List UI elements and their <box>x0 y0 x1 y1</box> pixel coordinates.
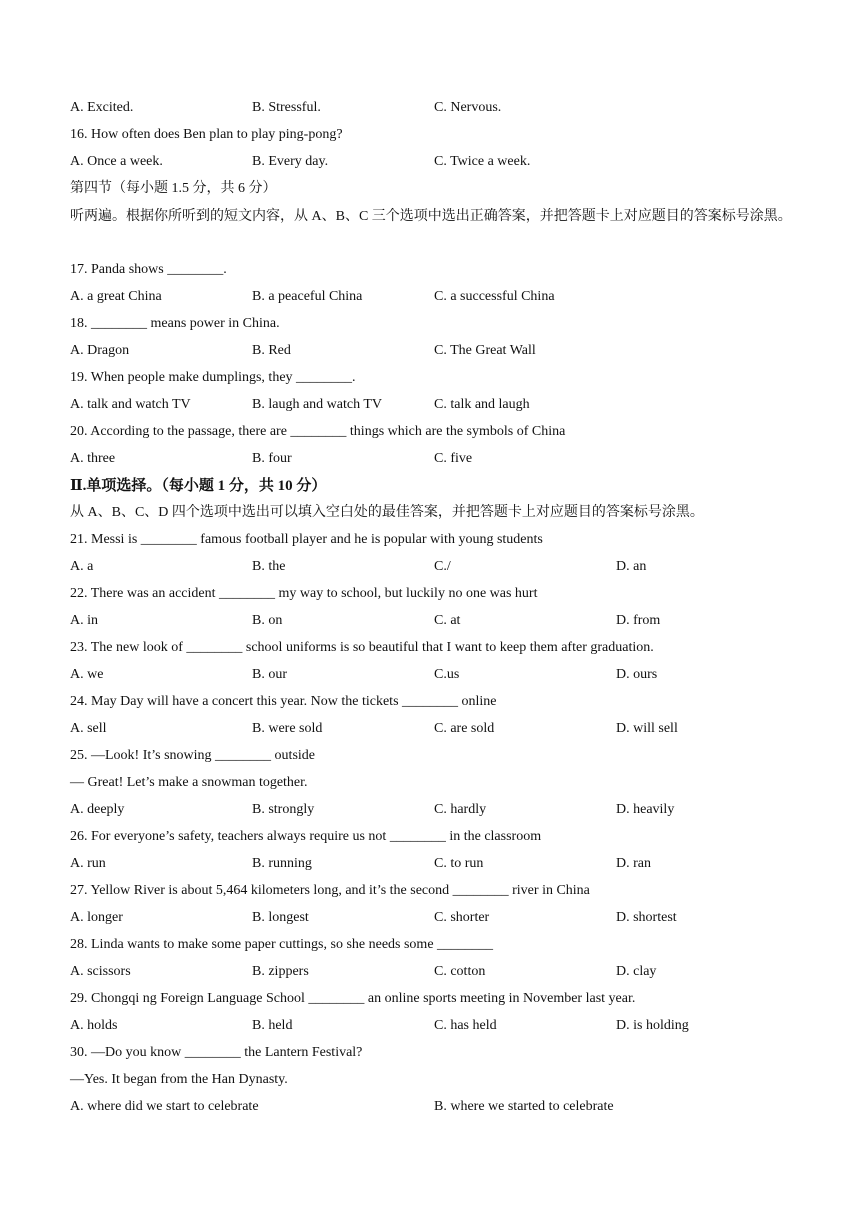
question-text: 23. The new look of ________ school uniforms is so beautiful that I want to keep them after graduation. <box>70 640 654 655</box>
question-text: 19. When people make dumplings, they ________. <box>70 370 356 385</box>
section-instruction: 第四节（每小题 1.5 分，共 6 分） <box>70 181 277 196</box>
option-b: B. four <box>252 451 292 466</box>
dialogue-line: — Great! Let’s make a snowman together. <box>70 775 308 790</box>
option-c: C. shorter <box>434 910 490 925</box>
answer-options <box>70 801 795 819</box>
answer-options <box>70 1098 795 1116</box>
option-c: C./ <box>434 559 451 574</box>
answer-options <box>70 963 795 981</box>
question-text: 18. ________ means power in China. <box>70 316 280 331</box>
answer-options <box>70 153 795 171</box>
answer-options <box>70 1017 795 1035</box>
option-d: D. shortest <box>616 910 677 925</box>
option-c: C. a successful China <box>434 289 555 304</box>
option-b: B. were sold <box>252 721 323 736</box>
answer-options <box>70 666 795 684</box>
option-b: B. held <box>252 1018 293 1033</box>
option-c: C. hardly <box>434 802 487 817</box>
question-text: 30. —Do you know ________ the Lantern Festival? <box>70 1045 363 1060</box>
option-b: B. zippers <box>252 964 309 979</box>
option-a: A. a <box>70 559 94 574</box>
answer-options <box>70 99 795 117</box>
option-b: B. running <box>252 856 312 871</box>
question-text: 22. There was an accident ________ my way to school, but luckily no one was hurt <box>70 586 538 601</box>
option-c: C. five <box>434 451 473 466</box>
answer-options <box>70 342 795 360</box>
option-a: A. sell <box>70 721 107 736</box>
option-b: B. on <box>252 613 283 628</box>
option-d: D. heavily <box>616 802 675 817</box>
question-text: 29. Chongqi ng Foreign Language School ________ an online sports meeting in November last year. <box>70 991 636 1006</box>
question-text: 24. May Day will have a concert this year. Now the tickets ________ online <box>70 694 497 709</box>
dialogue-line: —Yes. It began from the Han Dynasty. <box>70 1072 288 1087</box>
option-d: D. an <box>616 559 647 574</box>
option-a: A. we <box>70 667 104 682</box>
question-text: 27. Yellow River is about 5,464 kilometers long, and it’s the second ________ river in China <box>70 883 590 898</box>
answer-options <box>70 612 795 630</box>
option-b: B. where we started to celebrate <box>434 1099 614 1114</box>
option-d: D. ran <box>616 856 651 871</box>
option-a: A. holds <box>70 1018 118 1033</box>
option-d: D. is holding <box>616 1018 689 1033</box>
section-instruction: 听两遍。根据你所听到的短文内容，从 A、B、C 三个选项中选出正确答案，并把答题卡上对应题目的答案标号涂黑。 <box>70 209 792 224</box>
option-b: B. our <box>252 667 287 682</box>
option-c: C. Twice a week. <box>434 154 531 169</box>
option-a: A. three <box>70 451 116 466</box>
question-text: 26. For everyone’s safety, teachers always require us not ________ in the classroom <box>70 829 542 844</box>
option-a: A. talk and watch TV <box>70 397 191 412</box>
option-b: B. longest <box>252 910 309 925</box>
option-a: A. where did we start to celebrate <box>70 1099 259 1114</box>
option-c: C. at <box>434 613 461 628</box>
option-d: D. from <box>616 613 661 628</box>
option-c: C. The Great Wall <box>434 343 536 358</box>
section-heading: Ⅱ.单项选择。（每小题 1 分，共 10 分） <box>70 478 327 494</box>
option-d: D. clay <box>616 964 657 979</box>
option-b: B. the <box>252 559 286 574</box>
option-b: B. strongly <box>252 802 315 817</box>
option-b: B. Stressful. <box>252 100 321 115</box>
answer-options <box>70 558 795 576</box>
question-text: 17. Panda shows ________. <box>70 262 227 277</box>
option-d: D. ours <box>616 667 658 682</box>
option-d: D. will sell <box>616 721 678 736</box>
option-a: A. Dragon <box>70 343 130 358</box>
question-text: 25. —Look! It’s snowing ________ outside <box>70 748 315 763</box>
answer-options <box>70 720 795 738</box>
option-a: A. run <box>70 856 106 871</box>
option-c: C. cotton <box>434 964 486 979</box>
option-a: A. scissors <box>70 964 131 979</box>
answer-options <box>70 288 795 306</box>
option-b: B. Every day. <box>252 154 329 169</box>
option-c: C. has held <box>434 1018 497 1033</box>
option-a: A. Once a week. <box>70 154 163 169</box>
option-a: A. Excited. <box>70 100 134 115</box>
option-c: C. Nervous. <box>434 100 502 115</box>
option-b: B. laugh and watch TV <box>252 397 382 412</box>
answer-options <box>70 396 795 414</box>
option-c: C. are sold <box>434 721 495 736</box>
section-instruction: 从 A、B、C、D 四个选项中选出可以填入空白处的最佳答案，并把答题卡上对应题目的答案标号涂黑。 <box>70 505 704 520</box>
answer-options <box>70 450 795 468</box>
option-a: A. a great China <box>70 289 162 304</box>
option-b: B. a peaceful China <box>252 289 363 304</box>
option-a: A. deeply <box>70 802 125 817</box>
question-text: 28. Linda wants to make some paper cuttings, so she needs some ________ <box>70 937 494 952</box>
option-c: C. to run <box>434 856 484 871</box>
answer-options <box>70 855 795 873</box>
option-b: B. Red <box>252 343 291 358</box>
answer-options <box>70 909 795 927</box>
option-c: C.us <box>434 667 460 682</box>
question-text: 21. Messi is ________ famous football player and he is popular with young students <box>70 532 543 547</box>
question-text: 20. According to the passage, there are ________ things which are the symbols of China <box>70 424 566 439</box>
option-c: C. talk and laugh <box>434 397 530 412</box>
question-text: 16. How often does Ben plan to play ping-pong? <box>70 127 343 142</box>
option-a: A. longer <box>70 910 123 925</box>
option-a: A. in <box>70 613 98 628</box>
